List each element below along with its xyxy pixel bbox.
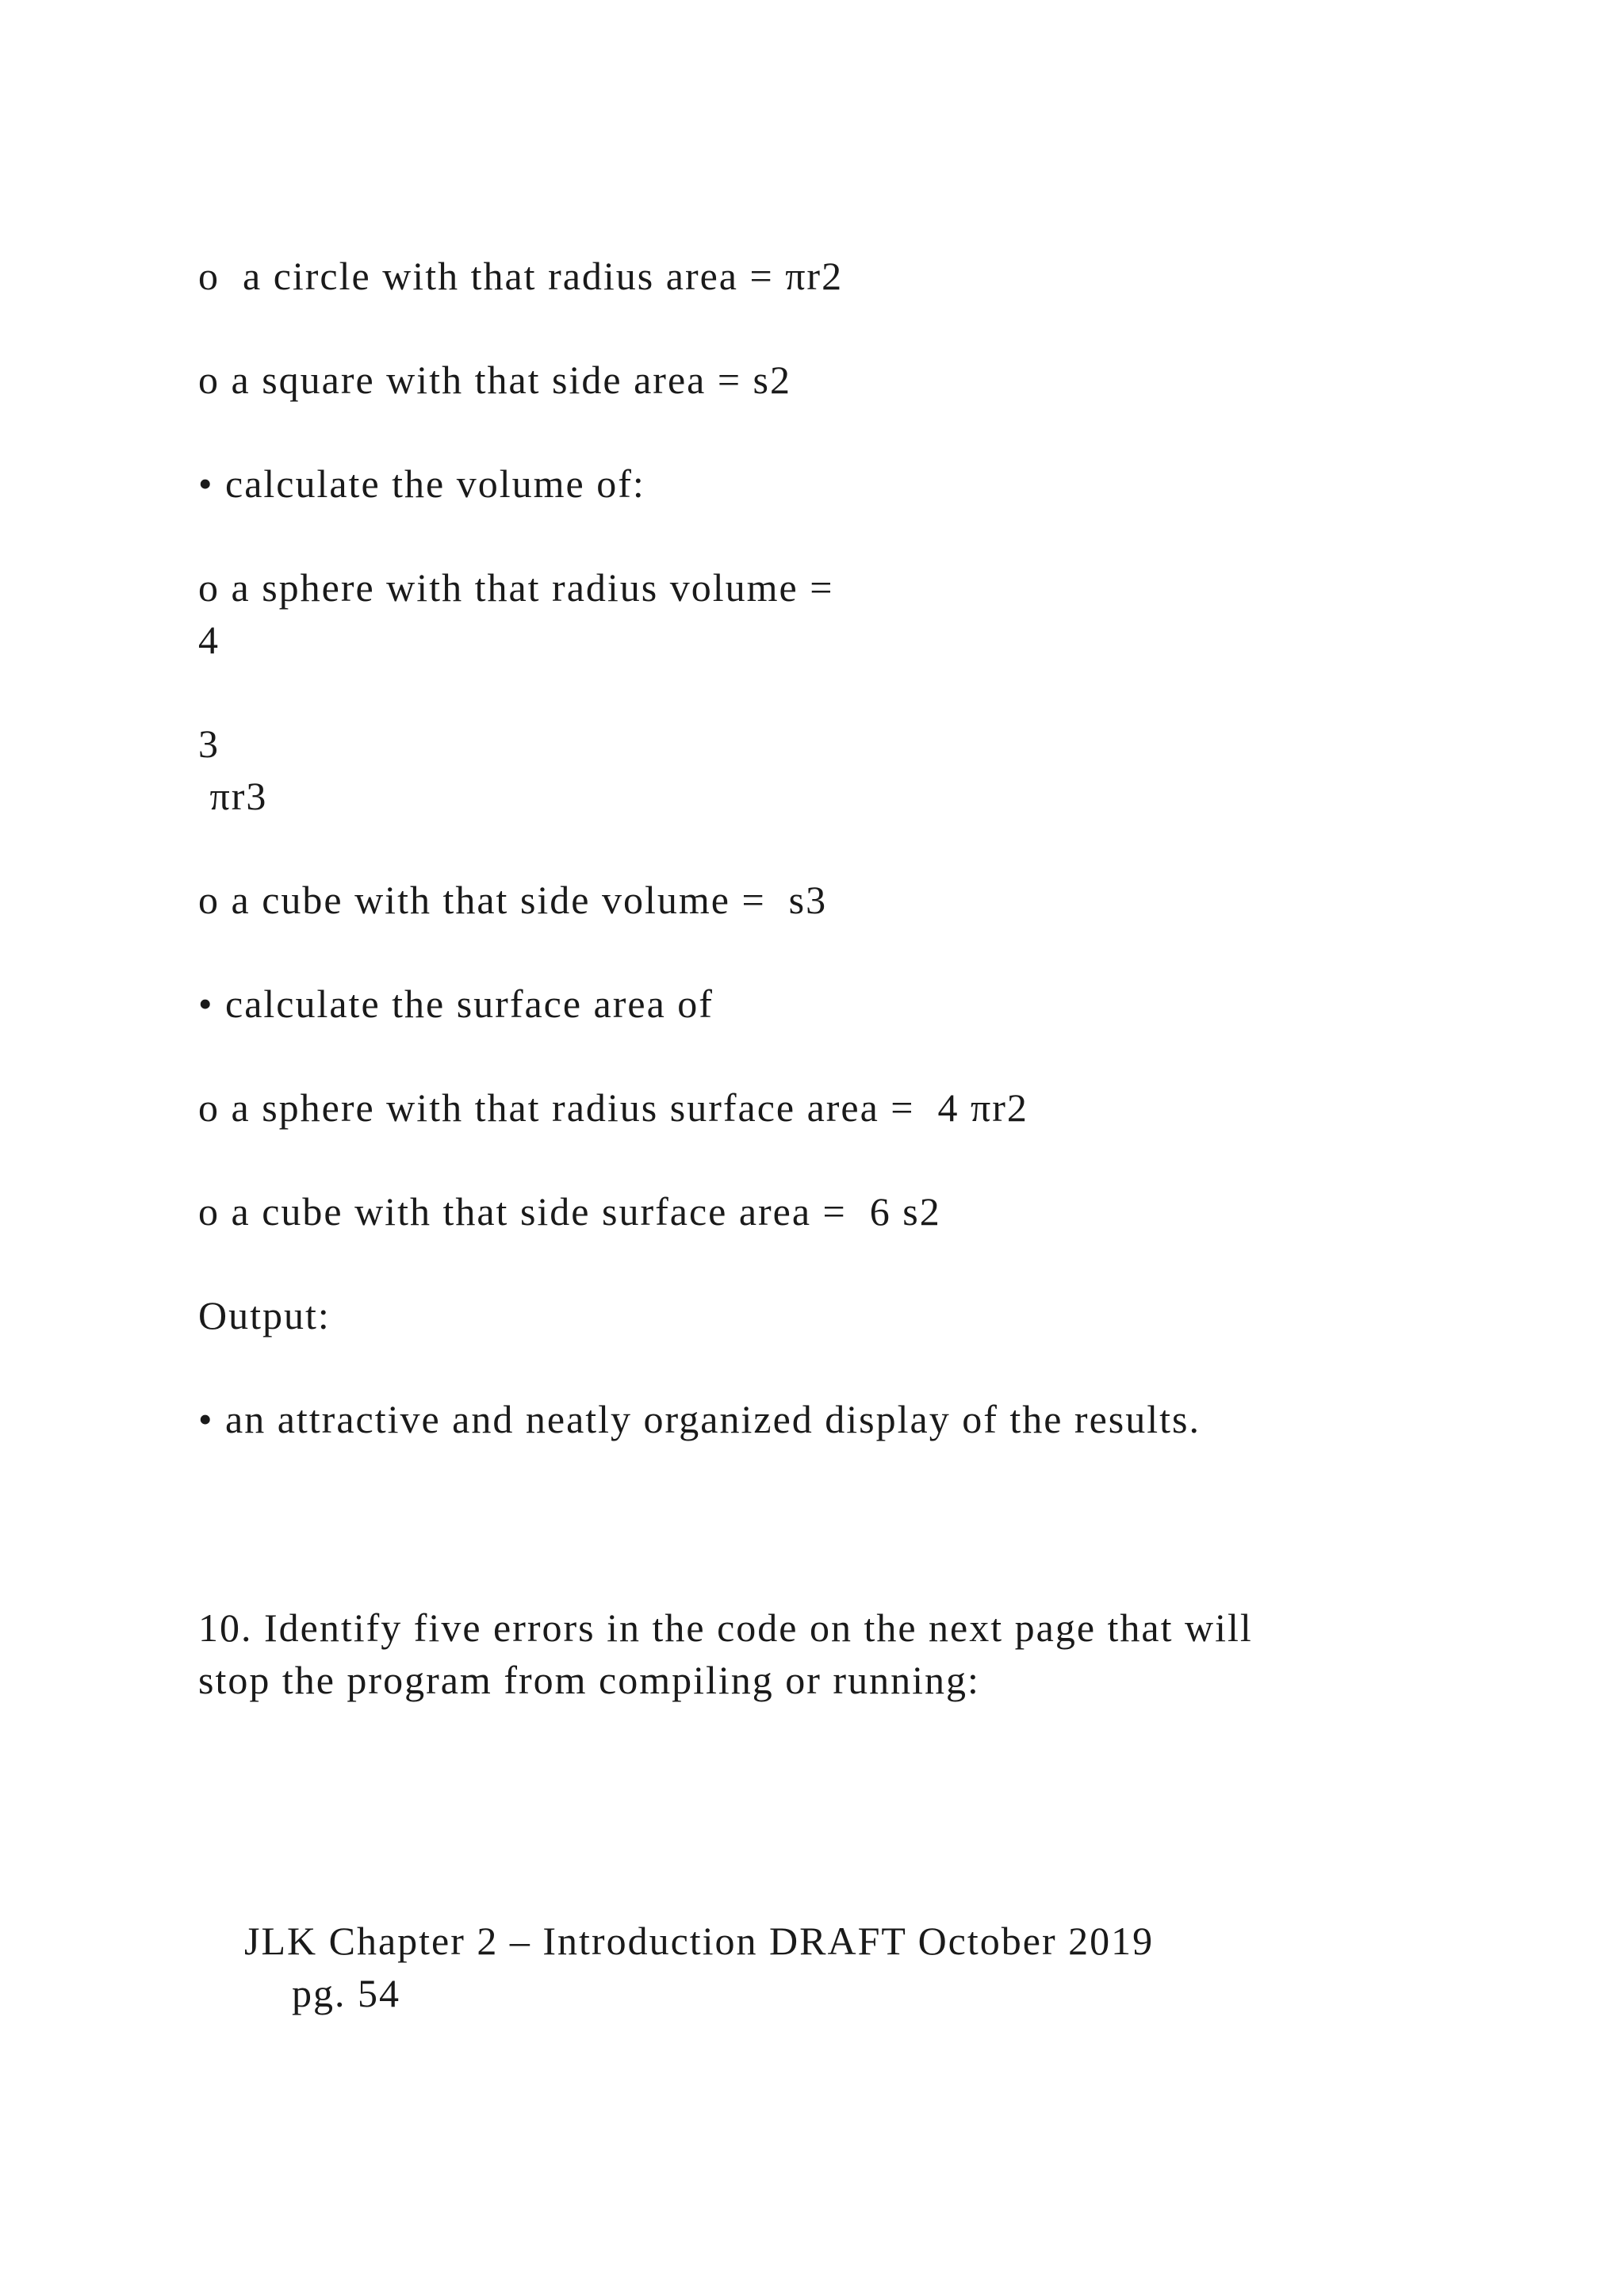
cube-volume-line: o a cube with that side volume = s3: [198, 878, 828, 922]
volume-heading-line: • calculate the volume of:: [198, 461, 645, 506]
pi-r-cubed: πr3: [198, 774, 268, 818]
question-10-line-2: stop the program from compiling or running:: [198, 1658, 980, 1702]
sphere-volume-line: o a sphere with that radius volume =: [198, 565, 834, 610]
footer-title: JLK Chapter 2 – Introduction DRAFT October 2019: [244, 1919, 1155, 1963]
output-heading: Output:: [198, 1293, 331, 1337]
cube-surface-area-line: o a cube with that side surface area = 6 s2: [198, 1189, 941, 1234]
sphere-surface-area-line: o a sphere with that radius surface area = 4 πr2: [198, 1085, 1028, 1130]
fraction-denominator: 3: [198, 721, 220, 766]
circle-area-line: o a circle with that radius area = πr2: [198, 254, 844, 298]
surface-area-heading-line: • calculate the surface area of: [198, 982, 714, 1026]
question-10-line-1: 10. Identify five errors in the code on the next page that will: [198, 1605, 1253, 1650]
square-area-line: o a square with that side area = s2: [198, 358, 791, 402]
page-footer: [198, 1862, 1154, 2072]
fraction-numerator: 4: [198, 618, 220, 662]
output-description-line: • an attractive and neatly organized display of the results.: [198, 1397, 1201, 1441]
footer-page-number: pg. 54: [292, 1971, 400, 2015]
